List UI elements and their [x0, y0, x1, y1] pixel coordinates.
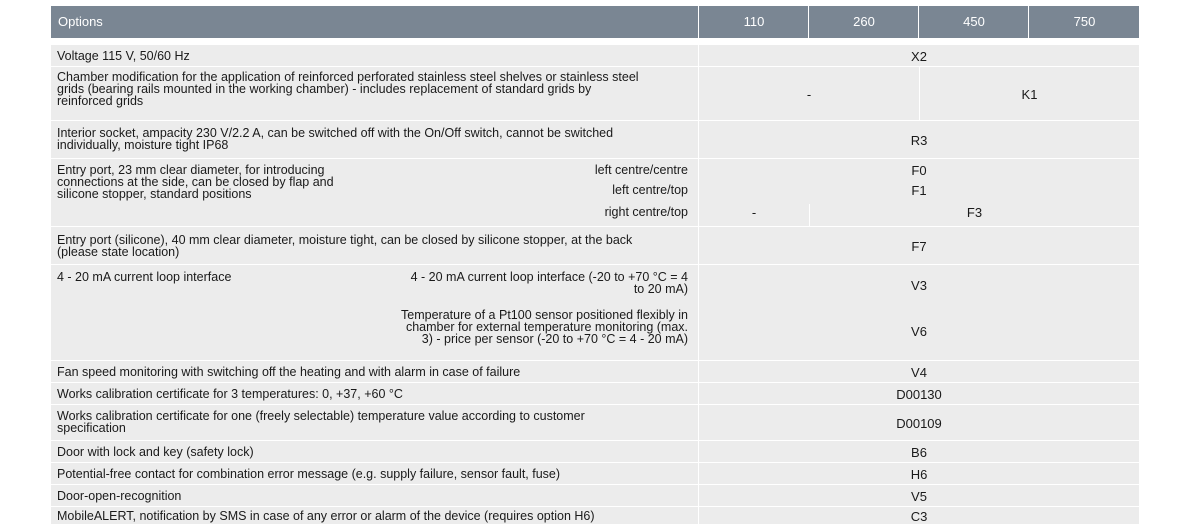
- option-description: MobileALERT, notification by SMS in case of any error or alarm of the device (requires option H6): [57, 509, 595, 523]
- column-header-750: 750: [1028, 6, 1140, 38]
- option-code-small: -: [806, 87, 812, 102]
- option-description: Voltage 115 V, 50/60 Hz: [57, 49, 190, 63]
- table-row: [51, 506, 1139, 524]
- table-row: [51, 484, 1139, 506]
- option-code: V4: [911, 365, 927, 380]
- column-header-260: 260: [808, 6, 919, 38]
- option-code-cell: [698, 265, 1139, 360]
- option-description: Potential-free contact for combination error message (e.g. supply failure, sensor fault, fuse): [57, 467, 561, 481]
- option-description: Fan speed monitoring with switching off the heating and with alarm in case of failure: [57, 365, 521, 379]
- position-label: left centre/centre: [594, 163, 688, 177]
- table-row: [51, 66, 1139, 120]
- option-code: F7: [911, 239, 927, 254]
- option-description: Entry port, 23 mm clear diameter, for introducing connections at the side, can be closed by flap and silicone stopper, standard positions: [57, 163, 334, 201]
- table-row: [51, 264, 1139, 360]
- table-row: [51, 404, 1139, 440]
- option-code-cell: [698, 227, 1139, 264]
- option-code-small: -: [751, 205, 757, 220]
- option-suboption-label: 4 - 20 mA current loop interface (-20 to +70 °C = 4 to 20 mA): [410, 270, 688, 296]
- option-description: Works calibration certificate for 3 temperatures: 0, +37, +60 °C: [57, 387, 403, 401]
- option-code: V3: [911, 278, 927, 293]
- option-code: H6: [910, 467, 928, 482]
- option-description: Entry port (silicone), 40 mm clear diameter, moisture tight, can be closed by silicone stopper, at the back (please state location): [57, 233, 633, 259]
- option-code-large: K1: [1021, 87, 1038, 102]
- option-description: Chamber modification for the application of reinforced perforated stainless steel shelves or stainless steel grids (bearing rails mounted in the working chamber) - includes replacement of standard grids by reinforced grids: [57, 70, 639, 108]
- position-label: right centre/top: [604, 205, 688, 219]
- option-code-cell: [698, 383, 1139, 404]
- option-code-cell: [698, 441, 1139, 462]
- option-code-cell: [698, 361, 1139, 382]
- table-row: [51, 158, 1139, 226]
- option-code: C3: [910, 509, 928, 524]
- table-row: [51, 120, 1139, 158]
- column-header-450: 450: [918, 6, 1029, 38]
- option-code-cell: [698, 45, 1139, 66]
- option-code-cell: [698, 121, 1139, 158]
- option-code-cell: [698, 485, 1139, 506]
- option-code: F0: [911, 163, 927, 178]
- option-code: B6: [911, 445, 927, 460]
- table-row: [51, 360, 1139, 382]
- option-code: D00109: [896, 416, 942, 431]
- option-description: Works calibration certificate for one (freely selectable) temperature value according to customer specification: [57, 409, 585, 435]
- option-code-cell: [698, 67, 1139, 120]
- option-code: X2: [911, 49, 927, 64]
- column-header-110: 110: [698, 6, 809, 38]
- option-code-cell: [698, 463, 1139, 484]
- option-description: Interior socket, ampacity 230 V/2.2 A, can be switched off with the On/Off switch, cannot be switched individually, moisture tight IP68: [57, 126, 614, 152]
- option-code-large: F3: [966, 205, 983, 220]
- options-header: Options: [58, 14, 103, 29]
- option-code-cell: [698, 159, 1139, 226]
- option-code: R3: [910, 133, 928, 148]
- table-row: [51, 382, 1139, 404]
- table-row: [51, 462, 1139, 484]
- option-code-cell: [698, 405, 1139, 440]
- option-code-cell: [698, 507, 1139, 524]
- option-description: 4 - 20 mA current loop interface: [57, 270, 232, 284]
- table-row: [51, 440, 1139, 462]
- option-code: V6: [911, 324, 927, 339]
- position-label: left centre/top: [612, 183, 688, 197]
- table-row: [51, 44, 1139, 66]
- table-row: [51, 226, 1139, 264]
- option-code: F1: [911, 183, 927, 198]
- option-suboption-label: Temperature of a Pt100 sensor positioned flexibly in chamber for external temperature monitoring (max. 3) - price per sensor (-20 to +70 °C = 4 - 20 mA): [401, 308, 688, 346]
- option-code: D00130: [896, 387, 942, 402]
- option-code: V5: [911, 489, 927, 504]
- option-description: Door-open-recognition: [57, 489, 182, 503]
- table-header: [51, 6, 1139, 38]
- option-description: Door with lock and key (safety lock): [57, 445, 254, 459]
